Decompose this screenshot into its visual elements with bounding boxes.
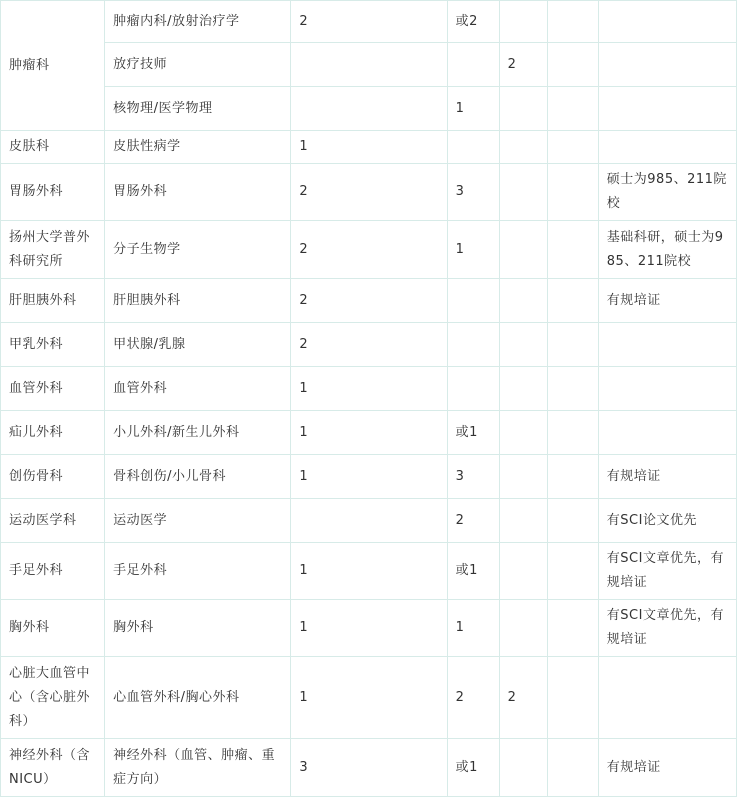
count-cell (447, 131, 499, 164)
table-row (1, 87, 737, 131)
count-cell (291, 87, 447, 131)
table-row (1, 411, 737, 455)
count-cell: 3 (447, 164, 499, 221)
table-row (1, 131, 737, 164)
count-cell: 2 (499, 43, 547, 87)
count-cell (547, 499, 598, 543)
table-row (1, 499, 737, 543)
count-cell (499, 279, 547, 323)
count-cell (547, 323, 598, 367)
major-cell: 分子生物学 (105, 221, 291, 279)
table-row (1, 164, 737, 221)
note-cell (598, 87, 736, 131)
count-cell (547, 657, 598, 739)
department-cell: 血管外科 (1, 367, 105, 411)
table-row (1, 1, 737, 43)
note-cell: 硕士为985、211院校 (598, 164, 736, 221)
table-row (1, 739, 737, 797)
major-cell: 肿瘤内科/放射治疗学 (105, 1, 291, 43)
note-cell (598, 131, 736, 164)
count-cell: 2 (447, 499, 499, 543)
count-cell: 或2 (447, 1, 499, 43)
table-row (1, 221, 737, 279)
count-cell: 1 (291, 657, 447, 739)
count-cell (547, 279, 598, 323)
count-cell (547, 43, 598, 87)
count-cell: 2 (447, 657, 499, 739)
count-cell: 1 (447, 87, 499, 131)
major-cell: 甲状腺/乳腺 (105, 323, 291, 367)
table-row (1, 323, 737, 367)
count-cell (547, 739, 598, 797)
table-row (1, 455, 737, 499)
count-cell (547, 411, 598, 455)
department-cell: 皮肤科 (1, 131, 105, 164)
department-cell: 疝儿外科 (1, 411, 105, 455)
count-cell (547, 600, 598, 657)
note-cell: 有规培证 (598, 739, 736, 797)
count-cell (499, 131, 547, 164)
major-cell: 放疗技师 (105, 43, 291, 87)
note-cell (598, 323, 736, 367)
count-cell (447, 43, 499, 87)
table-row (1, 43, 737, 87)
department-cell: 胃肠外科 (1, 164, 105, 221)
count-cell (291, 499, 447, 543)
count-cell: 3 (291, 739, 447, 797)
count-cell: 3 (447, 455, 499, 499)
count-cell (547, 221, 598, 279)
department-cell: 扬州大学普外科研究所 (1, 221, 105, 279)
count-cell: 或1 (447, 411, 499, 455)
department-cell: 手足外科 (1, 543, 105, 600)
count-cell (499, 87, 547, 131)
major-cell: 骨科创伤/小儿骨科 (105, 455, 291, 499)
count-cell: 2 (291, 1, 447, 43)
table-row (1, 600, 737, 657)
count-cell (447, 367, 499, 411)
major-cell: 核物理/医学物理 (105, 87, 291, 131)
table-row (1, 657, 737, 739)
count-cell (447, 279, 499, 323)
count-cell: 1 (447, 600, 499, 657)
count-cell (547, 131, 598, 164)
department-cell: 肝胆胰外科 (1, 279, 105, 323)
department-cell: 肿瘤科 (1, 1, 105, 131)
table-row (1, 543, 737, 600)
count-cell (499, 411, 547, 455)
note-cell: 有SCI文章优先，有规培证 (598, 543, 736, 600)
note-cell (598, 1, 736, 43)
major-cell: 胃肠外科 (105, 164, 291, 221)
count-cell: 或1 (447, 543, 499, 600)
major-cell: 神经外科（血管、肿瘤、重症方向） (105, 739, 291, 797)
count-cell: 2 (499, 657, 547, 739)
major-cell: 肝胆胰外科 (105, 279, 291, 323)
count-cell: 1 (291, 367, 447, 411)
table-row (1, 279, 737, 323)
count-cell (547, 455, 598, 499)
note-cell (598, 411, 736, 455)
count-cell (547, 87, 598, 131)
count-cell (499, 600, 547, 657)
major-cell: 手足外科 (105, 543, 291, 600)
count-cell (547, 367, 598, 411)
count-cell (499, 455, 547, 499)
count-cell: 2 (291, 221, 447, 279)
note-cell (598, 657, 736, 739)
department-cell: 创伤骨科 (1, 455, 105, 499)
count-cell: 1 (291, 543, 447, 600)
note-cell: 有规培证 (598, 279, 736, 323)
count-cell (499, 367, 547, 411)
department-cell: 心脏大血管中心（含心脏外科） (1, 657, 105, 739)
count-cell: 1 (447, 221, 499, 279)
major-cell: 皮肤性病学 (105, 131, 291, 164)
count-cell (447, 323, 499, 367)
count-cell (499, 543, 547, 600)
count-cell: 或1 (447, 739, 499, 797)
major-cell: 胸外科 (105, 600, 291, 657)
count-cell (291, 43, 447, 87)
major-cell: 运动医学 (105, 499, 291, 543)
major-cell: 血管外科 (105, 367, 291, 411)
note-cell: 有SCI论文优先 (598, 499, 736, 543)
count-cell: 1 (291, 600, 447, 657)
department-cell: 甲乳外科 (1, 323, 105, 367)
count-cell: 2 (291, 279, 447, 323)
note-cell: 基础科研，硕士为985、211院校 (598, 221, 736, 279)
count-cell (547, 164, 598, 221)
count-cell (547, 1, 598, 43)
count-cell: 1 (291, 411, 447, 455)
note-cell (598, 367, 736, 411)
count-cell (547, 543, 598, 600)
count-cell (499, 164, 547, 221)
note-cell (598, 43, 736, 87)
note-cell: 有SCI文章优先，有规培证 (598, 600, 736, 657)
count-cell (499, 499, 547, 543)
department-cell: 神经外科（含NICU） (1, 739, 105, 797)
major-cell: 小儿外科/新生儿外科 (105, 411, 291, 455)
department-cell: 胸外科 (1, 600, 105, 657)
count-cell: 2 (291, 323, 447, 367)
count-cell (499, 221, 547, 279)
table-row (1, 367, 737, 411)
count-cell (499, 1, 547, 43)
note-cell: 有规培证 (598, 455, 736, 499)
count-cell: 2 (291, 164, 447, 221)
count-cell (499, 739, 547, 797)
count-cell: 1 (291, 131, 447, 164)
major-cell: 心血管外科/胸心外科 (105, 657, 291, 739)
department-cell: 运动医学科 (1, 499, 105, 543)
count-cell (499, 323, 547, 367)
count-cell: 1 (291, 455, 447, 499)
